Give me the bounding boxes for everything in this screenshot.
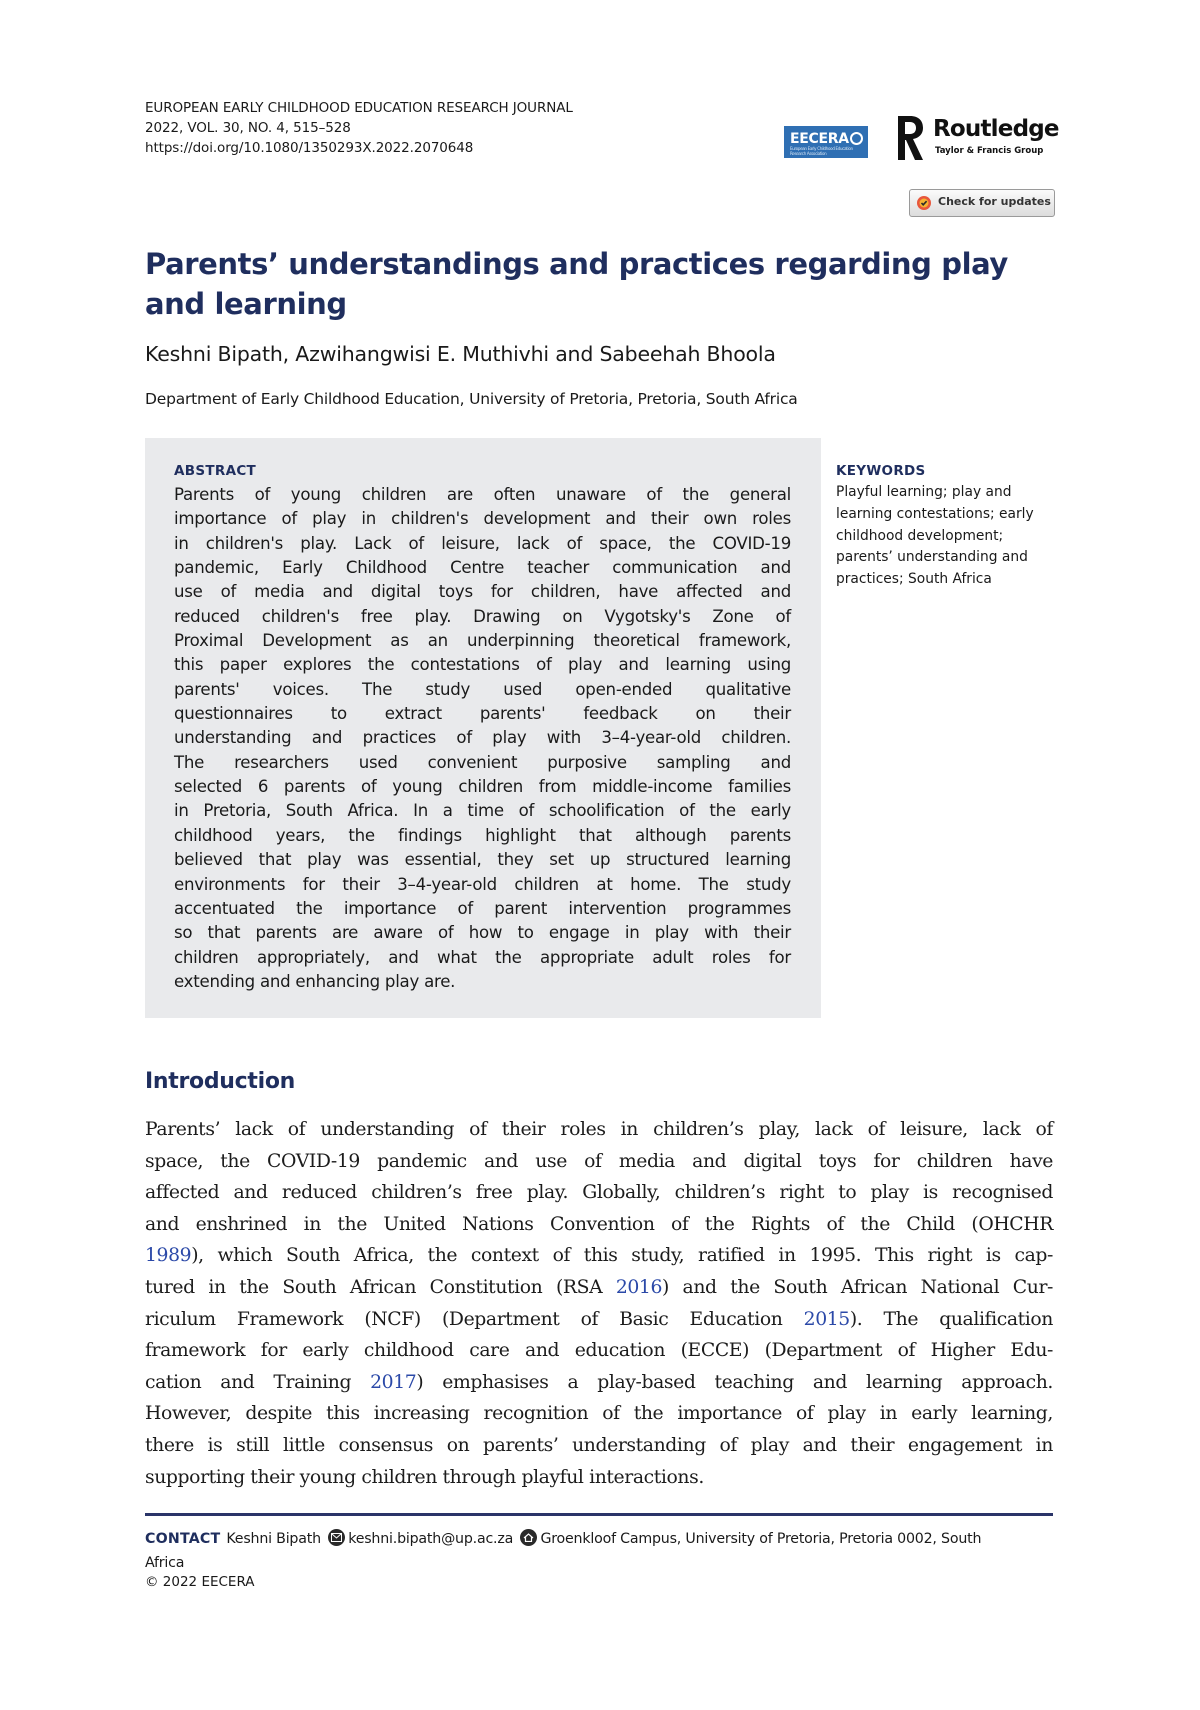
- introduction-line: [145, 1304, 1053, 1336]
- introduction-text: ) and the South African National Cur-: [662, 1276, 1053, 1298]
- publisher-name: Routledge: [933, 116, 1059, 142]
- abstract-line: selected 6 parents of young children from middle-income families: [174, 777, 791, 797]
- eecera-logo: [784, 126, 868, 158]
- routledge-logo: [895, 114, 1059, 164]
- copyright-notice: © 2022 EECERA: [145, 1574, 255, 1590]
- abstract-line: parents' voices. The study used open-ended qualitative: [174, 679, 791, 699]
- abstract-line: reduced children's free play. Drawing on Vygotsky's Zone of: [174, 606, 791, 626]
- abstract-line: extending and enhancing play are.: [174, 971, 456, 991]
- routledge-r-icon: [895, 114, 925, 162]
- introduction-line: [145, 1146, 1053, 1178]
- author-list: Keshni Bipath, Azwihangwisi E. Muthivhi and Sabeehah Bhoola: [145, 342, 776, 366]
- abstract-line: environments for their 3–4-year-old children at home. The study: [174, 874, 791, 894]
- citation-link[interactable]: 2017: [370, 1371, 417, 1393]
- abstract-line: understanding and practices of play with 3–4-year-old children.: [174, 728, 791, 748]
- keyword-line: childhood development;: [836, 527, 1004, 544]
- abstract-line: importance of play in children's development and their own roles: [174, 509, 791, 529]
- journal-name: EUROPEAN EARLY CHILDHOOD EDUCATION RESEARCH JOURNAL: [145, 100, 573, 116]
- abstract-line: children appropriately, and what the appropriate adult roles for: [174, 947, 791, 967]
- introduction-text: riculum Framework (NCF) (Department of Basic Education: [145, 1308, 804, 1330]
- eecera-logo-text: EECERA: [790, 131, 849, 147]
- introduction-line: [145, 1272, 1053, 1304]
- contact-email[interactable]: keshni.bipath@up.ac.za: [348, 1531, 514, 1547]
- keyword-line: Playful learning; play and: [836, 484, 1012, 500]
- introduction-text: affected and reduced children’s free play. Globally, children’s right to play is recognised: [145, 1182, 1053, 1204]
- contact-name: Keshni Bipath: [226, 1531, 321, 1547]
- introduction-line: [145, 1462, 1053, 1494]
- introduction-text: ), which South Africa, the context of this study, ratified in 1995. This right is cap-: [191, 1245, 1053, 1267]
- introduction-line: [145, 1430, 1053, 1462]
- introduction-text: framework for early childhood care and education (ECCE) (Department of Higher Edu-: [145, 1340, 1053, 1362]
- introduction-text: ) emphasises a play-based teaching and learning approach.: [416, 1371, 1053, 1393]
- keyword-line: practices; South Africa: [836, 571, 992, 588]
- introduction-line: [145, 1335, 1053, 1367]
- abstract-line: this paper explores the contestations of play and learning using: [174, 655, 791, 675]
- abstract-line: believed that play was essential, they set up structured learning: [174, 850, 791, 870]
- abstract-line: in Pretoria, South Africa. In a time of schoolification of the early: [174, 801, 791, 821]
- abstract-line: questionnaires to extract parents' feedback on their: [174, 704, 791, 724]
- abstract-line: so that parents are aware of how to engage in play with their: [174, 923, 791, 943]
- journal-info: [145, 98, 573, 158]
- introduction-line: [145, 1240, 1053, 1272]
- keyword-line: parents’ understanding and: [836, 549, 1028, 566]
- abstract-line: childhood years, the findings highlight that although parents: [174, 825, 791, 845]
- eecera-swirl-icon: [850, 132, 863, 145]
- introduction-heading: Introduction: [145, 1069, 296, 1094]
- introduction-text: supporting their young children through playful interactions.: [145, 1466, 704, 1488]
- address-icon: [520, 1529, 537, 1546]
- author-affiliation: Department of Early Childhood Education, University of Pretoria, Pretoria, South Africa: [145, 390, 798, 408]
- introduction-line: [145, 1367, 1053, 1399]
- introduction-text: tured in the South African Constitution (RSA: [145, 1276, 616, 1298]
- introduction-line: [145, 1177, 1053, 1209]
- citation-link[interactable]: 2016: [615, 1276, 663, 1298]
- introduction-line: [145, 1114, 1053, 1146]
- keyword-line: learning contestations; early: [836, 505, 1034, 522]
- email-icon: [328, 1529, 345, 1546]
- abstract-heading: ABSTRACT: [174, 463, 257, 479]
- abstract-line: Parents of young children are often unaware of the general: [174, 485, 791, 504]
- keywords-list: [836, 482, 1034, 591]
- introduction-text: there is still little consensus on parents’ understanding of play and their engagement in: [145, 1434, 1053, 1456]
- introduction-text: and enshrined in the United Nations Convention of the Rights of the Child (OHCHR: [145, 1213, 1053, 1235]
- abstract-line: pandemic, Early Childhood Centre teacher communication and: [174, 558, 791, 578]
- check-for-updates-button[interactable]: [909, 189, 1055, 217]
- check-updates-icon: [916, 195, 932, 211]
- citation-link[interactable]: 1989: [145, 1245, 192, 1267]
- introduction-text: Parents’ lack of understanding of their roles in children’s play, lack of leisure, lack of: [145, 1119, 1053, 1140]
- contact-info: [145, 1527, 1055, 1575]
- introduction-line: [145, 1209, 1053, 1241]
- introduction-text: However, despite this increasing recognition of the importance of play in early learning,: [145, 1403, 1053, 1425]
- abstract-text: [174, 483, 791, 994]
- doi-link[interactable]: https://doi.org/10.1080/1350293X.2022.2070648: [145, 140, 474, 156]
- contact-label: CONTACT: [145, 1531, 221, 1547]
- volume-line: 2022, VOL. 30, NO. 4, 515–528: [145, 120, 351, 136]
- footer-rule: [145, 1513, 1053, 1516]
- abstract-line: in children's play. Lack of leisure, lack of space, the COVID-19: [174, 533, 791, 553]
- publisher-group: Taylor & Francis Group: [935, 146, 1044, 156]
- contact-address-line1: Groenkloof Campus, University of Pretoria, Pretoria 0002, South: [540, 1531, 982, 1547]
- introduction-paragraph: [145, 1114, 1053, 1493]
- introduction-text: cation and Training: [145, 1371, 371, 1393]
- introduction-line: [145, 1398, 1053, 1430]
- keywords-heading: KEYWORDS: [836, 463, 926, 479]
- abstract-line: The researchers used convenient purposive sampling and: [174, 752, 791, 772]
- check-updates-label: Check for updates: [938, 195, 1051, 208]
- abstract-line: use of media and digital toys for children, have affected and: [174, 582, 791, 602]
- article-title: Parents’ understandings and practices regarding play and learning: [145, 247, 1008, 321]
- contact-address-line2: Africa: [145, 1555, 185, 1571]
- introduction-text: space, the COVID-19 pandemic and use of media and digital toys for children have: [145, 1150, 1053, 1172]
- eecera-logo-tagline: European Early Childhood Education Research Association: [790, 146, 853, 156]
- introduction-text: ). The qualification: [849, 1308, 1053, 1330]
- citation-link[interactable]: 2015: [803, 1308, 850, 1330]
- abstract-line: accentuated the importance of parent intervention programmes: [174, 898, 791, 918]
- abstract-line: Proximal Development as an underpinning theoretical framework,: [174, 631, 791, 651]
